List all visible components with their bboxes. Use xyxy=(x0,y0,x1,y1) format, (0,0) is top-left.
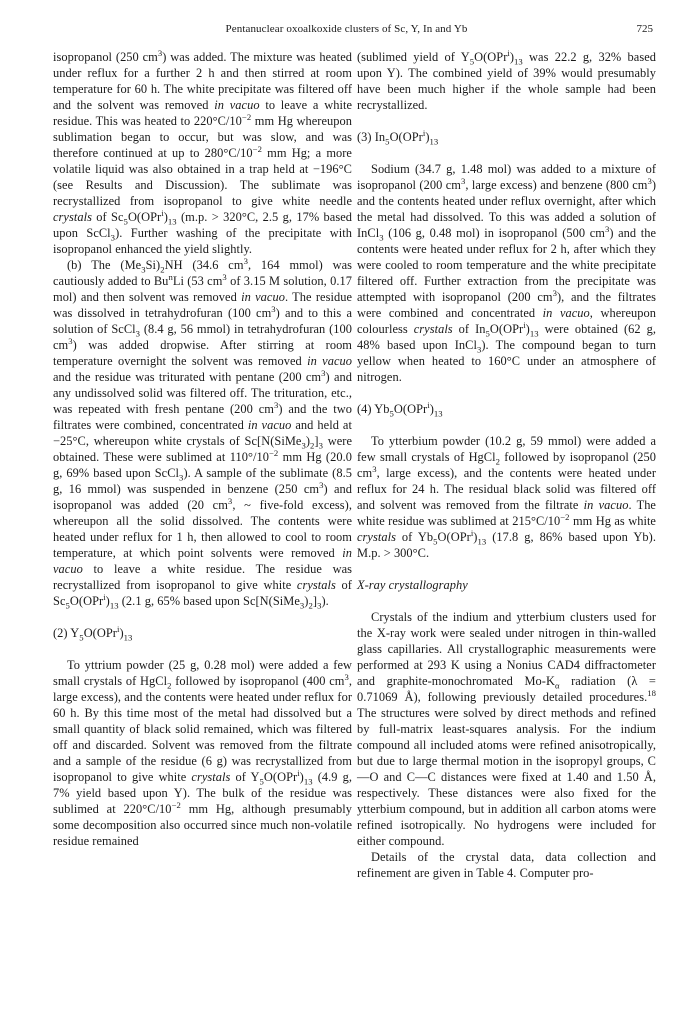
section-heading: X-ray crystallography xyxy=(357,578,468,592)
paragraph: (b) The $(Me_3Si)_2NH$ (34.6 $cm^3$, 164 mmol) was cautiously added to Bu$^n$Li (53 $cm^3$ of 3.15 M solution, 0.17 mol) and then solvent was removed in vacuo. The residue was dissolved in tetrahydrofuran (100 $cm^3$) and to this a solution of ScCl$_3$ (8.4 g, 56 mmol) in tetrahydrofuran (100 $cm^3$) was added dropwise. After stirring at room temperature overnight the solvent was removed in vacuo and the residue was triturated with pentane (200 $cm^3$) and any undissolved solid was filtered off. The trituration, etc., was repeated with fresh pentane (200 $cm^3$) and the two filtrates were combined, concentrated in vacuo and held at −25°C, whereupon white crystals of $Sc[N(SiMe_3)_2]_3$ were obtained. These were sublimed at $110^\circ/10^{-2}$ mm Hg (20.0 g, 69% based upon ScCl$_3$). A sample of the sublimate (8.5 g, 16 mmol) was suspended in benzene (250 $cm^3$) and isopropanol was added (20 $cm^3$, ~ five-fold excess), whereupon all the solid dissolved. The contents were heated under reflux for 1 h, then allowed to cool to room temperature, at which point solvents were removed in vacuo to leave a white residue. The residue was recrystallized from isopropanol to give white crystals of $Sc_5O(OPr^i)_{13}$ (2.1 g, 65% based upon $Sc[N(SiMe_3)_2]_3$). xyxy=(53,255,353,611)
paragraph: To yttrium powder (25 g, 0.28 mol) were added a few small crystals of HgCl$_2$ followed by isopropanol (400 $cm^3$, large excess), and the contents were heated under reflux for 60 h. By this time most of the metal had dissolved but a small quantity of black solid remained, which was filtered off and discarded. Solvent was removed from the filtrate and a sample of the residue (6 g) was recrystallized from isopropanol to give white crystals of $Y_5O(OPr^i)_{13}$ (4.9 g, 7% yield based upon Y). The bulk of the residue was sublimed at $220^\circ C/10^{-2}$ mm Hg, although presumably some decomposition also occurred since much non-volatile residue remained xyxy=(53,658,352,848)
paragraph: (sublimed yield of $Y_5O(OPr^i)_{13}$ was 22.2 g, 32% based upon Y). The combined yield of 39% would presumably have been much higher if the whole sample had been recrystallized. xyxy=(357,47,657,112)
running-title: Pentanuclear oxoalkoxide clusters of Sc, Y, In and Yb xyxy=(225,23,468,35)
right-column xyxy=(357,49,656,881)
paragraph: Details of the crystal data, data collection and refinement are given in Table 4. Computer pro- xyxy=(357,850,656,880)
page-number: 725 xyxy=(636,23,653,35)
section-heading: (3) $In_5O(OPr^i)_{13}$ xyxy=(357,127,439,147)
left-column xyxy=(53,49,352,849)
section-heading: (4) $Yb_5O(OPr^i)_{13}$ xyxy=(357,399,443,419)
running-header xyxy=(0,21,693,37)
paragraph: Crystals of the indium and ytterbium clusters used for the X-ray work were sealed under nitrogen in thin-walled glass capillaries. All crystallographic measurements were performed at 293 K using a Nonius CAD4 diffractometer and graphite-monochromated $Mo-K_\alpha$ radiation (λ = 0.71069 Å), following previously detailed procedures.$^{18}$ The structures were solved by direct methods and refined by full-matrix least-squares analysis. For the indium compound all included atoms were refined anisotropically, but due to large thermal motion in the isopropyl groups, C—O and C—C distances were fixed at 1.40 and 1.50 Å, respectively. These distances were also fixed for the ytterbium compound, but in addition all carbon atoms were refined isotropically. No hydrogens were included for either compound. xyxy=(357,610,656,848)
section-heading: (2) $Y_5O(OPr^i)_{13}$ xyxy=(53,623,133,643)
paragraph: Sodium (34.7 g, 1.48 mol) was added to a mixture of isopropanol (200 $cm^3$, large excess) and benzene (800 $cm^3$) and the contents heated under reflux overnight, after which the metal had dissolved. To this was added a solution of InCl$_3$ (106 g, 0.48 mol) in isopropanol (500 $cm^3$) and the contents were heated under reflux for 2 h, after which they were cooled to room temperature and the white precipitate filtered off. Further extraction from the precipitate was attempted with isopropanol (200 $cm^3$), and the filtrates were combined and concentrated in vacuo, whereupon colourless crystals of $In_5O(OPr^i)_{13}$ were obtained (62 g, 48% based upon InCl$_3$). The compound began to turn yellow when heated to 160°C under an atmosphere of nitrogen. xyxy=(357,162,657,384)
paragraph: To ytterbium powder (10.2 g, 59 mmol) were added a few small crystals of HgCl$_2$ followed by isopropanol (250 $cm^3$, large excess), and the contents were heated under reflux for 24 h. The residual black solid was filtered off and solvent was removed from the filtrate in vacuo. The white residue was sublimed at $215^\circ C/10^{-2}$ mm Hg as white crystals of $Yb_5O(OPr^i)_{13}$ (17.8 g, 86% based upon Yb). M.p. > 300°C. xyxy=(357,434,656,560)
paragraph: isopropanol (250 $cm^3$) was added. The mixture was heated under reflux for a further 2 h and then stirred at room temperature for 60 h. The white precipitate was filtered off and the solvent was removed in vacuo to leave a white residue. This was heated to $220^\circ C/10^{-2}$ mm Hg whereupon sublimation began to occur, but was slow, and was therefore continued at up to $280^\circ C/10^{-2}$ mm Hg; a more volatile liquid was also obtained in a trap held at −196°C (see Results and Discussion). The sublimate was recrystallized from isopropanol to give white needle crystals of $Sc_5O(OPr^i)_{13}$ (m.p. > 320°C, 2.5 g, 17% based upon ScCl$_3$). Further washing of the precipitate with isopropanol enhanced the yield slightly. xyxy=(53,47,352,256)
